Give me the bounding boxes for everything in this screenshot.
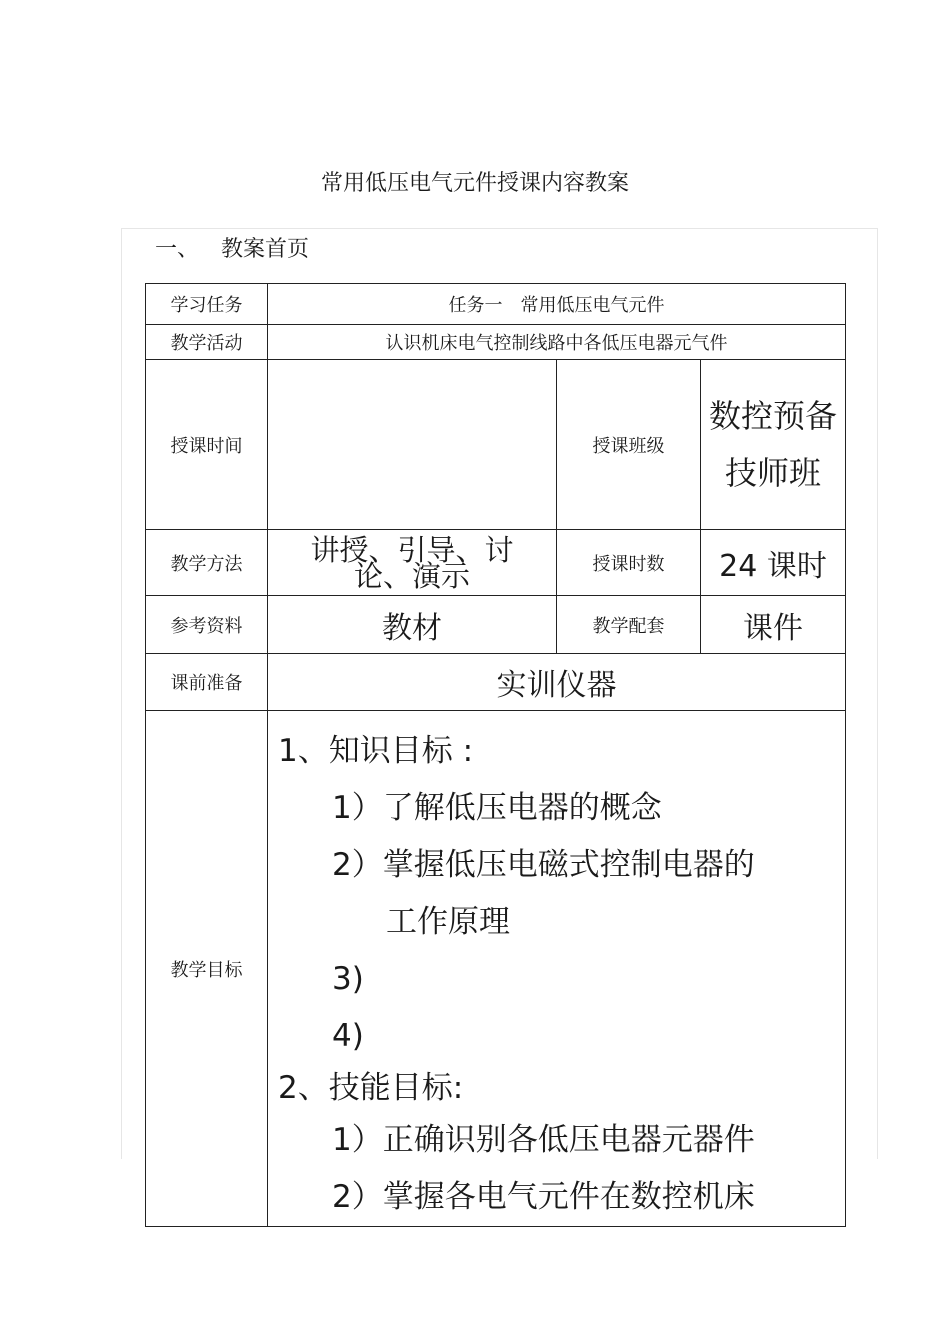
table-row	[146, 360, 846, 530]
method-label: 教学方法	[146, 530, 268, 596]
time-label: 授课时间	[146, 360, 268, 530]
skill-goal-item: 1）正确识别各低压电器元器件	[332, 1122, 755, 1158]
activity-label: 教学活动	[146, 325, 268, 360]
reference-label: 参考资料	[146, 596, 268, 654]
table-row	[146, 596, 846, 654]
section-number: 一、	[155, 237, 200, 262]
preparation-label: 课前准备	[146, 654, 268, 711]
task-value: 任务一 常用低压电气元件	[268, 284, 846, 325]
skill-goal-item: 2）掌握各电气元件在数控机床	[332, 1179, 755, 1215]
reference-value: 教材	[268, 596, 557, 654]
table-row	[146, 325, 846, 360]
hours-label: 授课时数	[557, 530, 701, 596]
class-label: 授课班级	[557, 360, 701, 530]
preparation-value: 实训仪器	[268, 654, 846, 711]
goals-cell	[268, 711, 846, 1227]
hours-value: 24 课时	[701, 530, 846, 596]
table-row	[146, 530, 846, 596]
knowledge-goal-item: 3)	[332, 961, 364, 997]
skill-goals-heading: 2、技能目标:	[278, 1070, 464, 1106]
knowledge-goal-item: 4)	[332, 1018, 364, 1054]
table-row	[146, 711, 846, 1227]
document-title: 常用低压电气元件授课内容教案	[320, 171, 629, 196]
goals-label: 教学目标	[146, 711, 268, 1227]
supporting-value: 课件	[701, 596, 846, 654]
goals-list	[268, 711, 845, 1226]
class-value: 数控预备技师班	[701, 360, 846, 530]
knowledge-goal-item: 1）了解低压电器的概念	[332, 790, 662, 826]
knowledge-goals-heading: 1、知识目标 :	[278, 733, 474, 769]
task-label: 学习任务	[146, 284, 268, 325]
table-row	[146, 284, 846, 325]
time-value	[268, 360, 557, 530]
supporting-label: 教学配套	[557, 596, 701, 654]
knowledge-goal-item: 2）掌握低压电磁式控制电器的	[332, 847, 755, 883]
activity-value: 认识机床电气控制线路中各低压电器元气件	[268, 325, 846, 360]
lesson-plan-table	[145, 283, 846, 1227]
section-heading	[155, 232, 309, 263]
knowledge-goal-continuation: 工作原理	[386, 904, 510, 940]
method-value: 讲授、引导、讨论、演示	[268, 530, 557, 596]
table-row	[146, 654, 846, 711]
section-title: 教案首页	[221, 237, 310, 262]
